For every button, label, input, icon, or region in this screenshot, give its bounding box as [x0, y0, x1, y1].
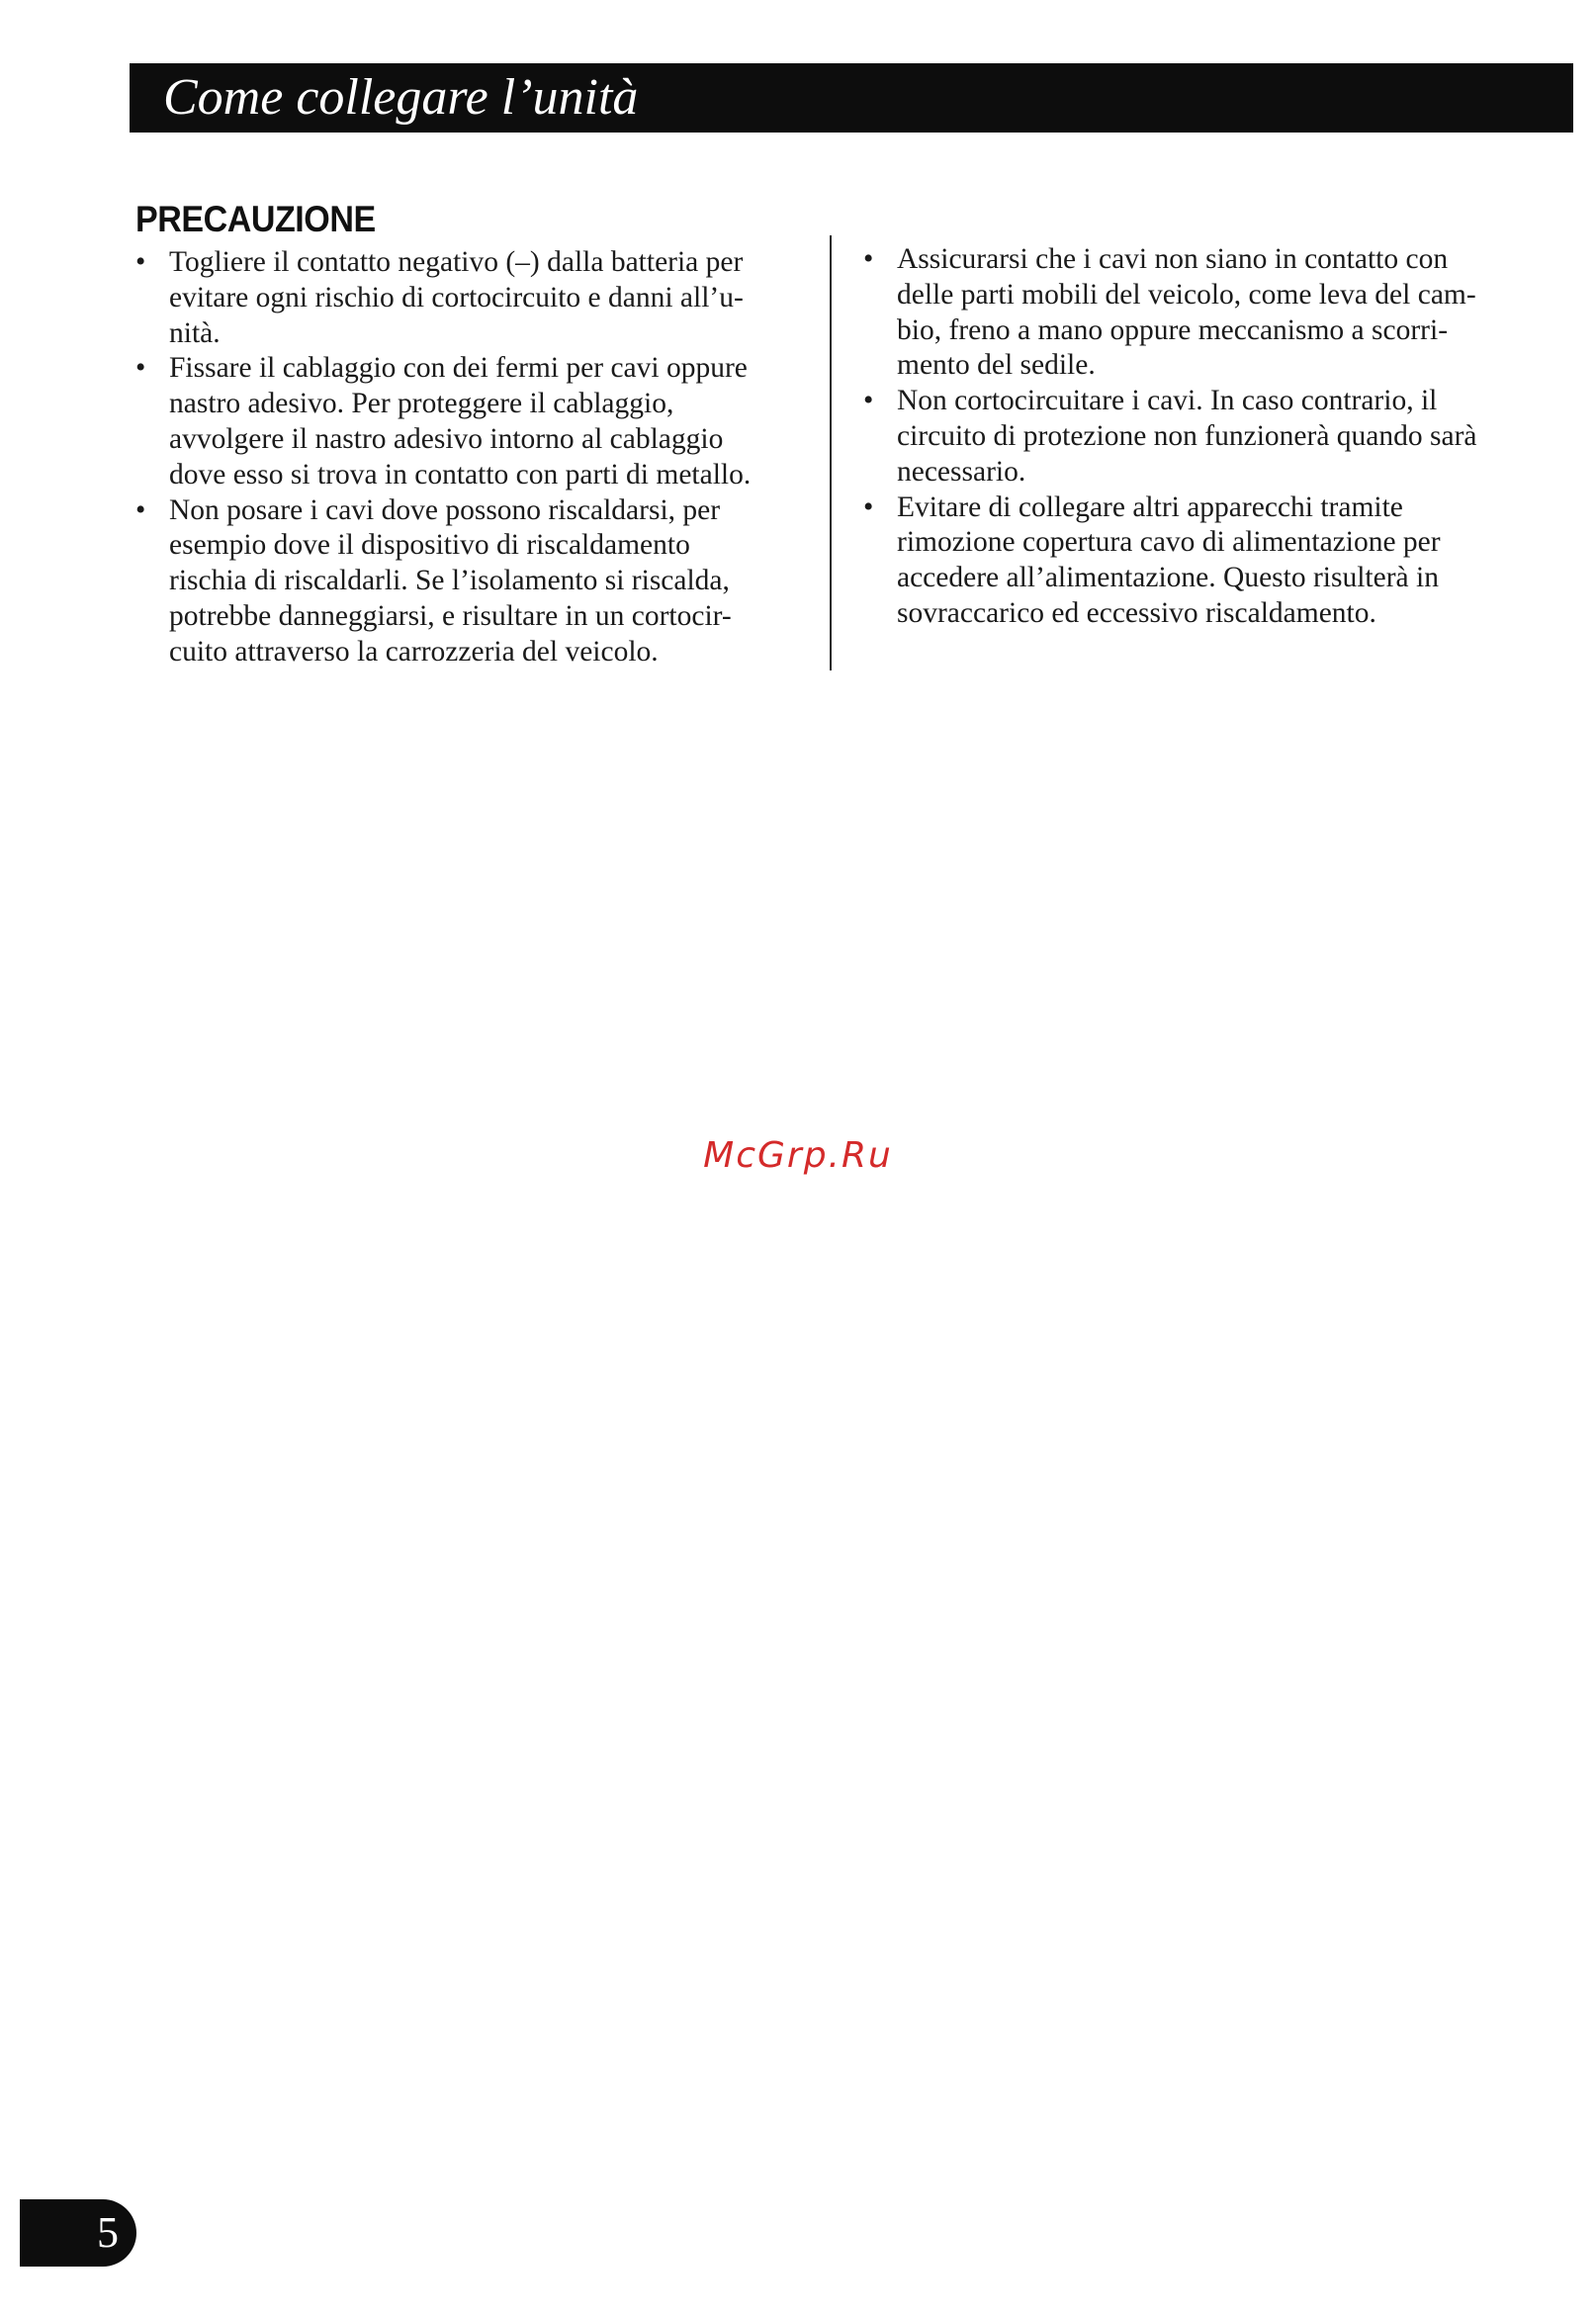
item-line: evitare ogni rischio di cortocircuito e danni all’u- — [169, 281, 744, 313]
list-item — [133, 245, 805, 351]
item-line: accedere all’alimentazione. Questo risulterà in — [897, 562, 1439, 594]
right-column — [860, 242, 1533, 632]
bullet-icon: • — [863, 243, 874, 275]
item-line: cuito attraverso la carrozzeria del veicolo. — [169, 635, 659, 668]
item-line: avvolgere il nastro adesivo intorno al cablaggio — [169, 422, 724, 455]
list-item — [860, 242, 1533, 384]
item-line: rimozione copertura cavo di alimentazione per — [897, 526, 1441, 559]
column-divider — [830, 235, 832, 670]
item-line: Fissare il cablaggio con dei fermi per cavi oppure — [169, 352, 748, 385]
list-item — [860, 384, 1533, 490]
list-item — [133, 493, 805, 670]
page-number-tab — [20, 2199, 136, 2267]
section-heading: PRECAUZIONE — [135, 199, 376, 239]
item-line: necessario. — [897, 455, 1026, 488]
item-line: esempio dove il dispositivo di riscaldamento — [169, 529, 690, 562]
page-number: 5 — [97, 2208, 119, 2257]
item-line: nità. — [169, 316, 221, 349]
page-title: Come collegare l’unità — [163, 69, 639, 126]
list-item — [860, 490, 1533, 632]
bullet-icon: • — [863, 490, 874, 523]
bullet-icon: • — [135, 493, 146, 526]
title-bar — [130, 63, 1573, 133]
bullet-icon: • — [863, 385, 874, 417]
item-line: Non cortocircuitare i cavi. In caso contrario, il — [897, 385, 1438, 417]
item-line: circuito di protezione non funzionerà quando sarà — [897, 419, 1477, 452]
item-line: Togliere il contatto negativo (–) dalla batteria per — [169, 246, 744, 278]
list-item — [133, 351, 805, 492]
item-line: Assicurarsi che i cavi non siano in contatto con — [897, 243, 1449, 275]
item-line: Evitare di collegare altri apparecchi tramite — [897, 490, 1403, 523]
item-line: rischia di riscaldarli. Se l’isolamento si riscalda, — [169, 565, 730, 597]
item-line: mento del sedile. — [897, 349, 1096, 382]
item-line: sovraccarico ed eccessivo riscaldamento. — [897, 596, 1376, 629]
item-line: dove esso si trova in contatto con parti di metallo. — [169, 458, 752, 490]
item-line: delle parti mobili del veicolo, come leva del cam- — [897, 278, 1476, 311]
item-line: Non posare i cavi dove possono riscaldarsi, per — [169, 493, 721, 526]
item-line: bio, freno a mano oppure meccanismo a scorri- — [897, 313, 1449, 346]
item-line: nastro adesivo. Per proteggere il cablaggio, — [169, 388, 674, 420]
bullet-icon: • — [135, 352, 146, 385]
left-column — [133, 245, 805, 670]
item-line: potrebbe danneggiarsi, e risultare in un cortocir- — [169, 599, 732, 632]
bullet-icon: • — [135, 246, 146, 278]
watermark-link[interactable]: McGrp.Ru — [703, 1135, 893, 1176]
